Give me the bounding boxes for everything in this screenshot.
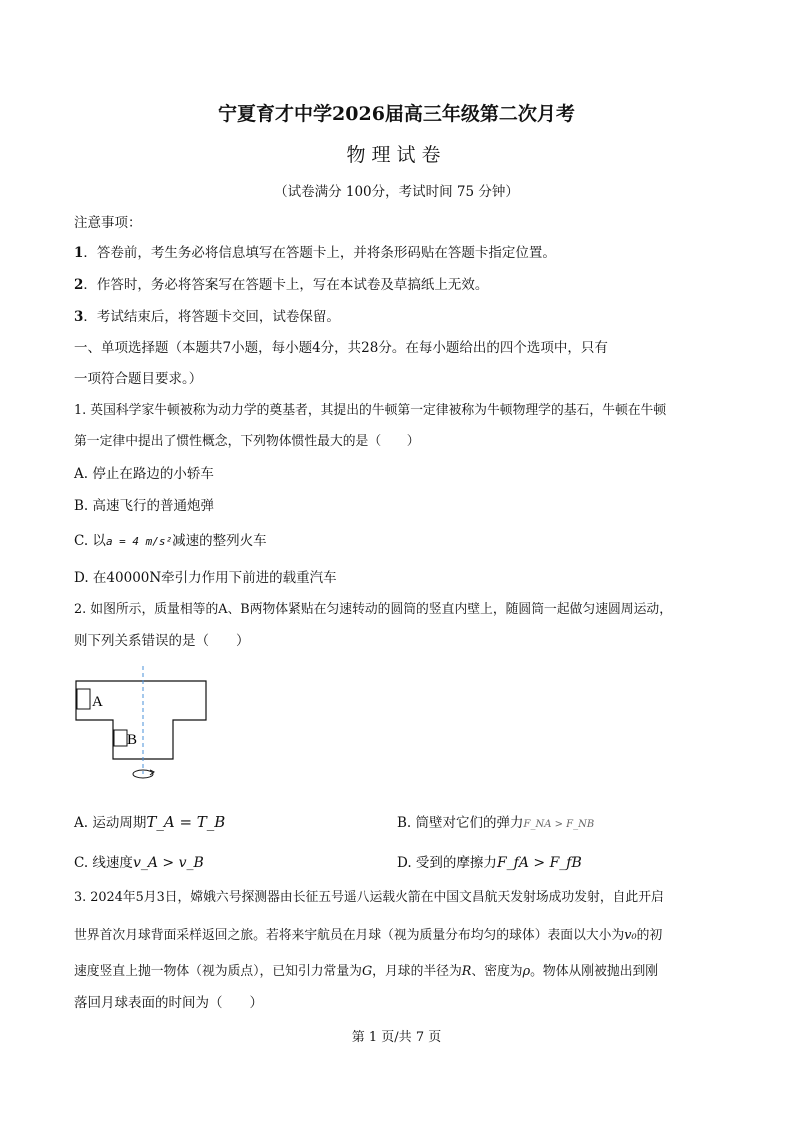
exam-info: （试卷满分 100分，考试时间 75 分钟）: [274, 184, 519, 200]
notice-text: ．答卷前，考生务必将信息填写在答题卡上，并将条形码贴在答题卡指定位置。: [83, 245, 556, 261]
q2-option-a-math: T_A = T_B: [146, 813, 226, 831]
q2-option-a: [74, 811, 225, 831]
block-b: [114, 730, 127, 746]
section1-line1: 一、单项选择题（本题共7小题，每小题4分，共28分。在每小题给出的四个选项中，只有: [74, 340, 608, 356]
label-b: B: [127, 732, 138, 748]
q1-option-d: D. 在40000N牵引力作用下前进的载重汽车: [74, 570, 337, 586]
exam-subject: 物理试卷: [346, 144, 447, 166]
q3-line3: [74, 960, 658, 979]
q3-rho: ρ: [522, 964, 531, 979]
q1-option-a: A. 停止在路边的小轿车: [74, 466, 214, 482]
notice-text: ．作答时，务必将答案写在答题卡上，写在本试卷及草搞纸上无效。: [83, 277, 489, 293]
q3-line2: [74, 924, 662, 943]
q1-option-c: [74, 529, 267, 549]
notice-num: 3: [74, 309, 84, 325]
q1-line1: 1. 英国科学家牛顿被称为动力学的奠基者，其提出的牛顿第一定律被称为牛顿物理学的基石，牛顿在牛顿: [74, 403, 667, 418]
q2-option-b-pre: B. 筒壁对它们的弹力: [397, 815, 524, 831]
q3-line3-c: 、密度为: [471, 964, 523, 979]
notice-item-3: [74, 305, 340, 325]
q2-option-a-pre: A. 运动周期: [74, 815, 147, 831]
cylinder-figure: [70, 664, 215, 784]
q2-option-d-math: F_fA > F_fB: [496, 855, 582, 871]
q2-option-b: [397, 811, 594, 831]
q3-g: G: [361, 964, 373, 979]
q2-option-b-math: F_NA > F_NB: [523, 819, 595, 830]
q2-option-c-math: v_A > v_B: [132, 855, 204, 871]
cylinder-outline: [76, 681, 206, 759]
q2-option-c: [74, 851, 204, 871]
notice-num: 1: [74, 245, 84, 261]
q3-line2-a: 世界首次月球背面采样返回之旅。若将来宇航员在月球（视为质量分布均匀的球体）表面以大小为: [74, 928, 625, 943]
notice-heading: 注意事项：: [74, 215, 142, 231]
notice-item-1: [74, 241, 556, 261]
q1-option-c-post: 减速的整列火车: [172, 533, 267, 549]
q1-line2: 第一定律中提出了惯性概念，下列物体惯性最大的是（ ）: [74, 434, 420, 449]
q3-line2-b: 的初: [636, 928, 663, 943]
label-a: A: [92, 694, 103, 710]
section1-line2: 一项符合题目要求。）: [74, 371, 203, 387]
q3-r: R: [461, 964, 472, 979]
q3-line4: 落回月球表面的时间为（ ）: [74, 995, 263, 1011]
q1-option-c-pre: C. 以: [74, 533, 106, 549]
q3-line3-b: ，月球的半径为: [372, 964, 462, 979]
block-a: [77, 689, 90, 709]
q3-line3-a: 速度竖直上抛一物体（视为质点），已知引力常量为: [74, 964, 362, 979]
q1-option-c-math: a = 4 m/s²: [105, 535, 173, 548]
q3-v0: v₀: [624, 928, 637, 943]
q3-line3-d: 。物体从刚被抛出到刚: [530, 964, 659, 979]
q2-option-c-pre: C. 线速度: [74, 855, 133, 871]
q2-line1: 2. 如图所示，质量相等的A、B两物体紧贴在匀速转动的圆筒的竖直内壁上，随圆筒一起做匀速圆周运动，: [74, 602, 672, 617]
page-footer: 第 1 页/共 7 页: [351, 1030, 442, 1045]
notice-item-2: [74, 273, 488, 293]
exam-title: 宁夏育才中学2026届高三年级第二次月考: [218, 103, 575, 125]
q2-option-d-pre: D. 受到的摩擦力: [397, 855, 497, 871]
q2-option-d: [397, 851, 582, 871]
notice-num: 2: [74, 277, 84, 293]
q1-option-b: B. 高速飞行的普通炮弹: [74, 498, 215, 514]
q3-line1: 3. 2024年5月3日，嫦娥六号探测器由长征五号遥八运载火箭在中国文昌航天发射场成功发射，自此开启: [74, 890, 664, 905]
q2-line2: 则下列关系错误的是（ ）: [74, 633, 250, 649]
notice-text: ．考试结束后，将答题卡交回，试卷保留。: [83, 309, 340, 325]
